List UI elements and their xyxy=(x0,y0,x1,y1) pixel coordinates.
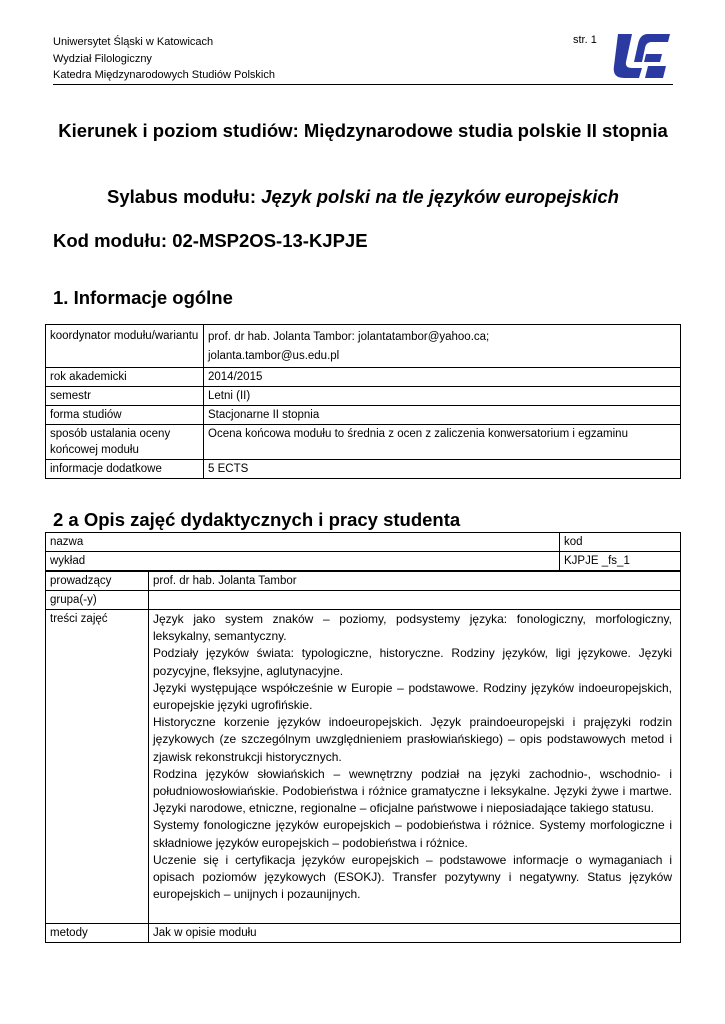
faculty-name: Wydział Filologiczny xyxy=(53,52,152,65)
row-value: 5 ECTS xyxy=(204,460,681,479)
header-rule xyxy=(53,84,673,85)
row-value: Ocena końcowa modułu to średnia z ocen z zaliczenia konwersatorium i egzaminu xyxy=(204,425,681,460)
content-paragraph: Historyczne korzenie języków indoeuropejskich. Język praindoeuropejski i prajęzyki rodzin językowych (ze szczególnym uwzględnieniem prasłowiańskiego) – opis podstawowych metod i zjawisk rekonstrukcji historycznych. xyxy=(153,715,672,764)
code-label: kod xyxy=(560,533,681,552)
content-paragraph: Język jako system znaków – poziomy, podsystemy języka: fonologiczny, morfologiczny, leksykalny, semantyczny. xyxy=(153,612,672,644)
row-label: koordynator modułu/wariantu xyxy=(46,325,204,368)
methods-value: Jak w opisie modułu xyxy=(149,924,681,943)
row-value xyxy=(204,325,681,368)
syllabus-title xyxy=(53,186,673,208)
table-row xyxy=(46,325,681,368)
content-label: treści zajęć xyxy=(46,610,149,924)
page-title: Kierunek i poziom studiów: Międzynarodowe studia polskie II stopnia xyxy=(58,120,668,141)
content-cell xyxy=(149,610,681,924)
code-value: KJPJE _fs_1 xyxy=(560,552,681,571)
course-details-table xyxy=(45,571,681,943)
coordinator-email-2: jolanta.tambor@us.edu.pl xyxy=(208,350,340,362)
syllabus-name: Język polski na tle języków europejskich xyxy=(261,186,619,207)
university-logo-icon xyxy=(612,32,672,80)
row-label: informacje dodatkowe xyxy=(46,460,204,479)
table-row xyxy=(46,368,681,387)
content-paragraph: Podziały języków świata: typologiczne, historyczne. Rodziny języków, ligi językowe. Języki pozycyjne, fleksyjne, aglutynacyjne. xyxy=(153,646,672,678)
table-row xyxy=(46,460,681,479)
row-value: Letni (II) xyxy=(204,387,681,406)
table-row xyxy=(46,406,681,425)
university-name: Uniwersytet Śląski w Katowicach xyxy=(53,36,214,48)
table-row xyxy=(46,552,681,571)
content-paragraph: Systemy fonologiczne języków europejskich – podobieństwa i różnice. Systemy morfologiczne i składniowe języków europejskich – podobieństwa i różnice. xyxy=(153,818,672,850)
group-value xyxy=(149,591,681,610)
name-label: nazwa xyxy=(46,533,560,552)
name-value: wykład xyxy=(46,552,560,571)
table-row xyxy=(46,572,681,591)
section1-heading: 1. Informacje ogólne xyxy=(53,287,233,308)
coordinator-email-1: prof. dr hab. Jolanta Tambor: jolantatambor@yahoo.ca; xyxy=(208,331,490,343)
department-name: Katedra Międzynarodowych Studiów Polskich xyxy=(53,69,275,81)
module-code: Kod modułu: 02-MSP2OS-13-KJPJE xyxy=(53,230,368,251)
page-number: str. 1 xyxy=(573,34,597,46)
content-paragraph: Języki występujące współcześnie w Europie – podstawowe. Rodziny języków indoeuropejskich, europejskie języki ugrofińskie. xyxy=(153,680,672,713)
row-label: semestr xyxy=(46,387,204,406)
syllabus-label: Sylabus modułu: xyxy=(106,186,262,207)
table-row xyxy=(46,591,681,610)
row-label: forma studiów xyxy=(46,406,204,425)
row-value: 2014/2015 xyxy=(204,368,681,387)
row-label: sposób ustalania oceny końcowej modułu xyxy=(46,425,204,460)
methods-label: metody xyxy=(46,924,149,943)
course-name-table xyxy=(45,532,681,571)
general-info-table xyxy=(45,324,681,479)
table-row xyxy=(46,387,681,406)
row-value: Stacjonarne II stopnia xyxy=(204,406,681,425)
lecturer-value: prof. dr hab. Jolanta Tambor xyxy=(149,572,681,591)
lecturer-label: prowadzący xyxy=(46,572,149,591)
table-row xyxy=(46,533,681,552)
group-label: grupa(-y) xyxy=(46,591,149,610)
table-row xyxy=(46,425,681,460)
content-paragraph: Rodzina języków słowiańskich – wewnętrzny podział na języki zachodnio-, wschodnio- i południowosłowiańskie. Podobieństwa i różnice gramatyczne i leksykalne. Języki żywe i martwe. Języki narodowe, etniczne, regionalne – oficjalne państwowe i nieposiadające takiego statusu. xyxy=(153,766,672,816)
section2-heading: 2 a Opis zajęć dydaktycznych i pracy studenta xyxy=(53,509,461,530)
table-row xyxy=(46,924,681,943)
content-paragraph: Uczenie się i certyfikacja języków europejskich – podstawowe informacje o wymaganiach i opisach poziomów językowych (ESOKJ). Transfer pozytywny i negatywny. Status języków europejskich – unijnych i pozaunijnych. xyxy=(153,852,672,902)
table-row xyxy=(46,610,681,924)
row-label: rok akademicki xyxy=(46,368,204,387)
page-header xyxy=(53,34,275,84)
